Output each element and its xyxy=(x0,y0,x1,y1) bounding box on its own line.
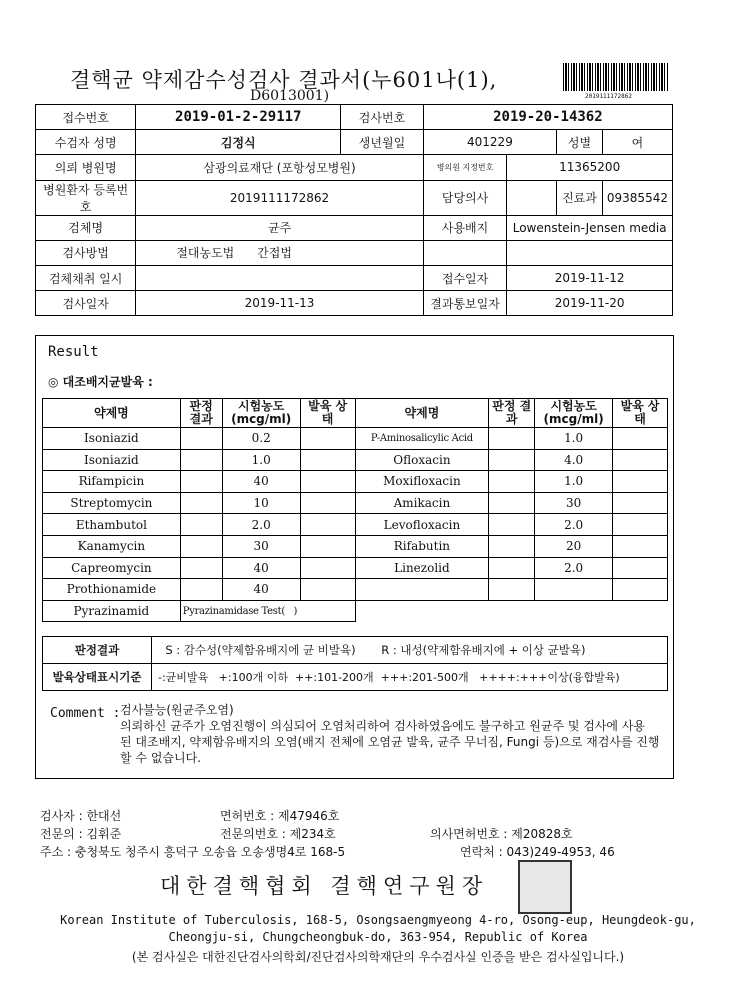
label: 병의원 지정번호 xyxy=(423,155,507,180)
patient-info-table xyxy=(35,104,673,316)
patient-name: 김정식 xyxy=(136,130,341,155)
growth-legend: -:균비발육 +:100개 이하 ++:101-200개 +++:201-500개 ++++:+++이상(융합발육) xyxy=(152,664,668,691)
report-title: 결핵균 약제감수성검사 결과서(누601나(1), xyxy=(70,68,498,92)
col-growth: 발육 상태 xyxy=(613,399,668,428)
drug-name: Amikacin xyxy=(355,492,489,514)
test-conc: 1.0 xyxy=(535,471,613,493)
drug-name: Isoniazid xyxy=(43,428,181,450)
birth-date: 401229 xyxy=(423,130,556,155)
phone: 연락처 : 043)249-4953, 46 xyxy=(460,845,615,859)
judge-result xyxy=(180,449,222,471)
judge-result xyxy=(180,535,222,557)
pza-row xyxy=(43,600,668,622)
test-conc: 40 xyxy=(222,557,300,579)
test-conc: 40 xyxy=(222,579,300,601)
growth-status xyxy=(613,428,668,450)
col-conc: 시험농도 (mcg/ml) xyxy=(535,399,613,428)
growth-status xyxy=(613,471,668,493)
label: 접수일자 xyxy=(423,265,507,290)
english-address-1: Korean Institute of Tuberculosis, 168-5, Osongsaengmyeong 4-ro, Osong-eup, Heungdeok-gu, xyxy=(60,913,696,927)
judge-legend-label: 판정결과 xyxy=(43,637,152,664)
drug-name: Pyrazinamid xyxy=(43,600,181,622)
judge-result xyxy=(180,514,222,536)
test-date: 2019-11-13 xyxy=(136,291,423,316)
pza-test: Pyrazinamidase Test( ) xyxy=(180,600,355,622)
label: 수검자 성명 xyxy=(36,130,136,155)
doctor xyxy=(507,180,557,215)
judge-result xyxy=(489,428,535,450)
judge-result xyxy=(180,471,222,493)
judge-result xyxy=(180,557,222,579)
drug-name: Rifabutin xyxy=(355,535,489,557)
growth-status xyxy=(300,535,355,557)
growth-status xyxy=(300,449,355,471)
label: 검체명 xyxy=(36,215,136,240)
judge-result xyxy=(489,492,535,514)
label: 의뢰 병원명 xyxy=(36,155,136,180)
sex: 여 xyxy=(602,130,672,155)
organization-name: 대한결핵협회 결핵연구원장 xyxy=(160,874,489,898)
drug-name: P-Aminosalicylic Acid xyxy=(355,428,489,450)
empty xyxy=(355,579,489,601)
drug-name: Streptomycin xyxy=(43,492,181,514)
label: 담당의사 xyxy=(423,180,507,215)
table-row xyxy=(43,492,668,514)
table-row xyxy=(43,449,668,471)
comment-label: Comment : xyxy=(50,706,121,721)
specimen: 균주 xyxy=(136,215,423,240)
drug-name: Ethambutol xyxy=(43,514,181,536)
growth-legend-label: 발육상태표시기준 xyxy=(43,664,152,691)
label: 검사일자 xyxy=(36,291,136,316)
patient-reg-no: 2019111172862 xyxy=(136,180,423,215)
col-judge: 판정 결과 xyxy=(489,399,535,428)
judge-result xyxy=(489,557,535,579)
col-conc: 시험농도 (mcg/ml) xyxy=(222,399,300,428)
judge-result xyxy=(180,579,222,601)
growth-status xyxy=(613,535,668,557)
table-row xyxy=(43,557,668,579)
doctor-license-no: 의사면허번호 : 제20828호 xyxy=(430,827,573,841)
growth-status xyxy=(613,514,668,536)
growth-status xyxy=(300,471,355,493)
tester: 검사자 : 한대선 xyxy=(40,809,122,823)
result-title: Result xyxy=(48,344,99,360)
test-conc: 2.0 xyxy=(535,514,613,536)
test-conc: 1.0 xyxy=(222,449,300,471)
judge-result xyxy=(180,428,222,450)
hospital-name: 삼광의료재단 (포항성모병원) xyxy=(136,155,423,180)
drug-table xyxy=(42,398,668,622)
test-no: 2019-20-14362 xyxy=(423,105,672,130)
english-address-2: Cheongju-si, Chungcheongbuk-do, 363-954, Republic of Korea xyxy=(168,930,588,944)
form-code: (누601나(1), xyxy=(362,68,498,92)
col-drug: 약제명 xyxy=(43,399,181,428)
test-conc: 10 xyxy=(222,492,300,514)
dept: 09385542 xyxy=(602,180,672,215)
comment-text: 검사불능(원균주오염) 의뢰하신 균주가 오염진행이 의심되어 오염처리하여 검사하였음에도 불구하고 원균주 및 검사에 사용 된 대조배지, 약제함유배지의 오염(배지 전체에 오염균 발육, 균주 무너짐, Fungi 등)으로 재검사를 진행할 수 없습니다. xyxy=(120,703,660,765)
test-conc: 4.0 xyxy=(535,449,613,471)
growth-status xyxy=(300,579,355,601)
collect-date xyxy=(136,265,423,290)
test-method: 절대농도법 간접법 xyxy=(136,240,423,265)
media: Lowenstein-Jensen media xyxy=(507,215,673,240)
drug-name: Isoniazid xyxy=(43,449,181,471)
label: 검사번호 xyxy=(341,105,424,130)
table-row xyxy=(43,579,668,601)
specialist: 전문의 : 김휘준 xyxy=(40,827,122,841)
growth-status xyxy=(300,557,355,579)
drug-name: Linezolid xyxy=(355,557,489,579)
table-row xyxy=(43,514,668,536)
test-conc: 30 xyxy=(222,535,300,557)
test-conc: 0.2 xyxy=(222,428,300,450)
label: 접수번호 xyxy=(36,105,136,130)
judge-result xyxy=(180,492,222,514)
label: 사용배지 xyxy=(423,215,507,240)
empty xyxy=(613,579,668,601)
control-growth-label: ◎ 대조배지균발육 : xyxy=(48,375,153,389)
drug-name: Rifampicin xyxy=(43,471,181,493)
drug-name: Levofloxacin xyxy=(355,514,489,536)
address: 주소 : 충청북도 청주시 흥덕구 오송읍 오송생명4로 168-5 xyxy=(40,845,346,859)
specialist-no: 전문의번호 : 제234호 xyxy=(220,827,336,841)
growth-status xyxy=(613,492,668,514)
barcode-number: 2019111172862 xyxy=(585,93,632,100)
col-judge: 판정 결과 xyxy=(180,399,222,428)
official-seal xyxy=(518,860,572,914)
empty xyxy=(489,579,535,601)
table-row xyxy=(43,428,668,450)
table-row xyxy=(43,471,668,493)
test-conc: 30 xyxy=(535,492,613,514)
judge-result xyxy=(489,471,535,493)
growth-status xyxy=(613,449,668,471)
form-sub-code: D6013001) xyxy=(250,88,330,104)
label: 검사방법 xyxy=(36,240,136,265)
table-row xyxy=(43,535,668,557)
growth-status xyxy=(300,514,355,536)
test-conc: 20 xyxy=(535,535,613,557)
label: 결과통보일자 xyxy=(423,291,507,316)
drug-name: Moxifloxacin xyxy=(355,471,489,493)
label: 성별 xyxy=(557,130,603,155)
growth-status xyxy=(300,428,355,450)
receive-date: 2019-11-12 xyxy=(507,265,673,290)
empty xyxy=(535,579,613,601)
test-conc: 2.0 xyxy=(535,557,613,579)
test-conc: 1.0 xyxy=(535,428,613,450)
report-date: 2019-11-20 xyxy=(507,291,673,316)
label: 생년월일 xyxy=(341,130,424,155)
label: 병원환자 등록번호 xyxy=(36,180,136,215)
license-no: 면허번호 : 제47946호 xyxy=(220,809,340,823)
label: 검체채취 일시 xyxy=(36,265,136,290)
test-conc: 40 xyxy=(222,471,300,493)
col-drug: 약제명 xyxy=(355,399,489,428)
test-conc: 2.0 xyxy=(222,514,300,536)
drug-name: Prothionamide xyxy=(43,579,181,601)
legend-table xyxy=(42,636,668,691)
judge-result xyxy=(489,514,535,536)
hospital-code: 11365200 xyxy=(507,155,673,180)
col-growth: 발육 상태 xyxy=(300,399,355,428)
receipt-no: 2019-01-2-29117 xyxy=(136,105,341,130)
label: 진료과 xyxy=(557,180,603,215)
growth-status xyxy=(300,492,355,514)
drug-name: Kanamycin xyxy=(43,535,181,557)
judge-result xyxy=(489,535,535,557)
judge-legend: S : 감수성(약제함유배지에 균 비발육) R : 내성(약제함유배지에 + 이상 균발육) xyxy=(152,637,668,664)
certification-note: (본 검사실은 대한진단검사의학회/진단검사의학재단의 우수검사실 인증을 받은 검사실입니다.) xyxy=(131,950,625,964)
judge-result xyxy=(489,449,535,471)
barcode xyxy=(563,63,669,91)
growth-status xyxy=(613,557,668,579)
drug-name: Ofloxacin xyxy=(355,449,489,471)
drug-name: Capreomycin xyxy=(43,557,181,579)
